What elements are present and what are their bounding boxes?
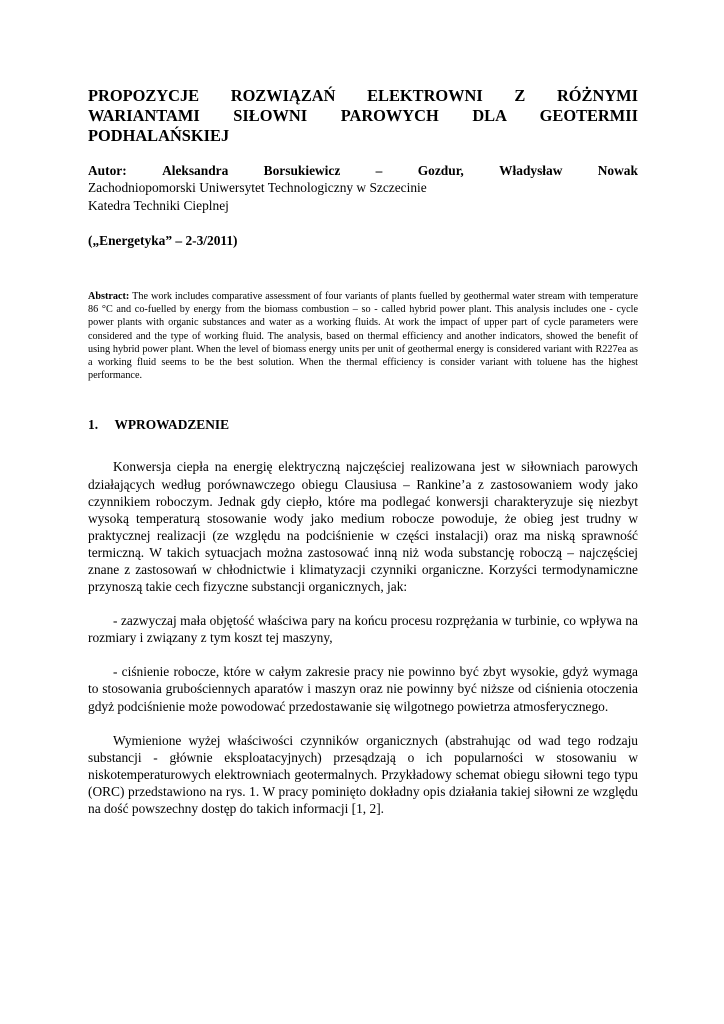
author-name-part: Nowak xyxy=(597,163,638,178)
author-name-part: Aleksandra xyxy=(162,163,229,178)
affiliation-university: Zachodniopomorski Uniwersytet Technologiczny w Szczecinie xyxy=(88,180,427,195)
affiliation-department: Katedra Techniki Cieplnej xyxy=(88,198,229,213)
paragraph: Konwersja ciepła na energię elektryczną najczęściej realizowana jest w siłowniach parowych działających według porównawczego obiegu Clausiusa – Rankine’a z zastosowaniem wody jako czynnikiem roboczym. Jednak gdy ciepło, które ma podlegać konwersji charakteryzuje się niezbyt wysoką temperaturą stosowanie wody jako medium robocze powoduje, że obieg jest trudny w praktycznej realizacji (ze względu na podciśnienie w części instalacji) oraz ma niską sprawność termiczną. W takich sytuacjach można zastosować inną niż woda substancję roboczą – najczęściej znane z zastosowań w chłodnictwie i klimatyzacji czynniki organiczne. Korzyści termodynamiczne przynoszą takie cech fizyczne substancji organicznych, jak: xyxy=(88,459,638,595)
abstract xyxy=(88,290,638,382)
paper-title: PROPOZYCJE ROZWIĄZAŃ ELEKTROWNI Z RÓŻNYMI WARIANTAMI SIŁOWNI PAROWYCH DLA GEOTERMII PODHALAŃSKIEJ xyxy=(88,86,638,145)
author-name-part: Gozdur, xyxy=(417,163,464,178)
publication-source: („Energetyka” – 2-3/2011) xyxy=(88,233,238,248)
author-name-part: – xyxy=(375,163,383,178)
author-label: Autor: xyxy=(88,163,127,178)
author-line xyxy=(88,162,638,179)
section-title: WPROWADZENIE xyxy=(114,417,230,433)
paragraph: Wymienione wyżej właściwości czynników organicznych (abstrahując od wad tego rodzaju substancji - głównie eksploatacyjnych) przesądzają o ich popularności w stosowaniu w niskotemperaturowych elektrowniach geotermalnych. Przykładowy schemat obiegu siłowni tego typu (ORC) przedstawiono na rys. 1. W pracy pominięto dokładny opis działania takiej siłowni ze względu na dość powszechny dostęp do takich informacji [1, 2]. xyxy=(88,732,638,817)
author-name-part: Władysław xyxy=(499,163,563,178)
abstract-text: The work includes comparative assessment of four variants of plants fuelled by geothermal water stream with temperature 86 °C and co-fuelled by energy from the biomass combustion – so - called hybrid power plant. This analysis includes one - cycle power plants with organic substances and water as a working fluids. At work the impact of upper part of cycle parameters were considered and the type of working fluid. The analysis, based on thermal efficiency and another indicators, showed the benefit of using hybrid power plant. When the level of biomass energy units per unit of geothermal energy is considered variant with R227ea as a working fluid seems to be the best solution. When the thermal efficiency is consider variant with toluene has the highest performance. xyxy=(88,291,638,382)
list-paragraph: - zazwyczaj mała objętość właściwa pary na końcu procesu rozprężania w turbinie, co wpływa na rozmiary i związany z tym koszt tej maszyny, xyxy=(88,613,638,646)
section-heading xyxy=(88,416,638,434)
author-name-part: Borsukiewicz xyxy=(263,163,341,178)
abstract-label: Abstract: xyxy=(88,291,130,302)
section-number: 1. xyxy=(88,417,99,433)
list-paragraph: - ciśnienie robocze, które w całym zakresie pracy nie powinno być zbyt wysokie, gdyż wymaga to stosowania grubościennych aparatów i maszyn oraz nie powinny być niższe od ciśnienia otoczenia gdyż podciśnienie może powodować przedostawanie się wilgotnego powietrza atmosferycznego. xyxy=(88,664,638,714)
document-page xyxy=(88,86,638,817)
